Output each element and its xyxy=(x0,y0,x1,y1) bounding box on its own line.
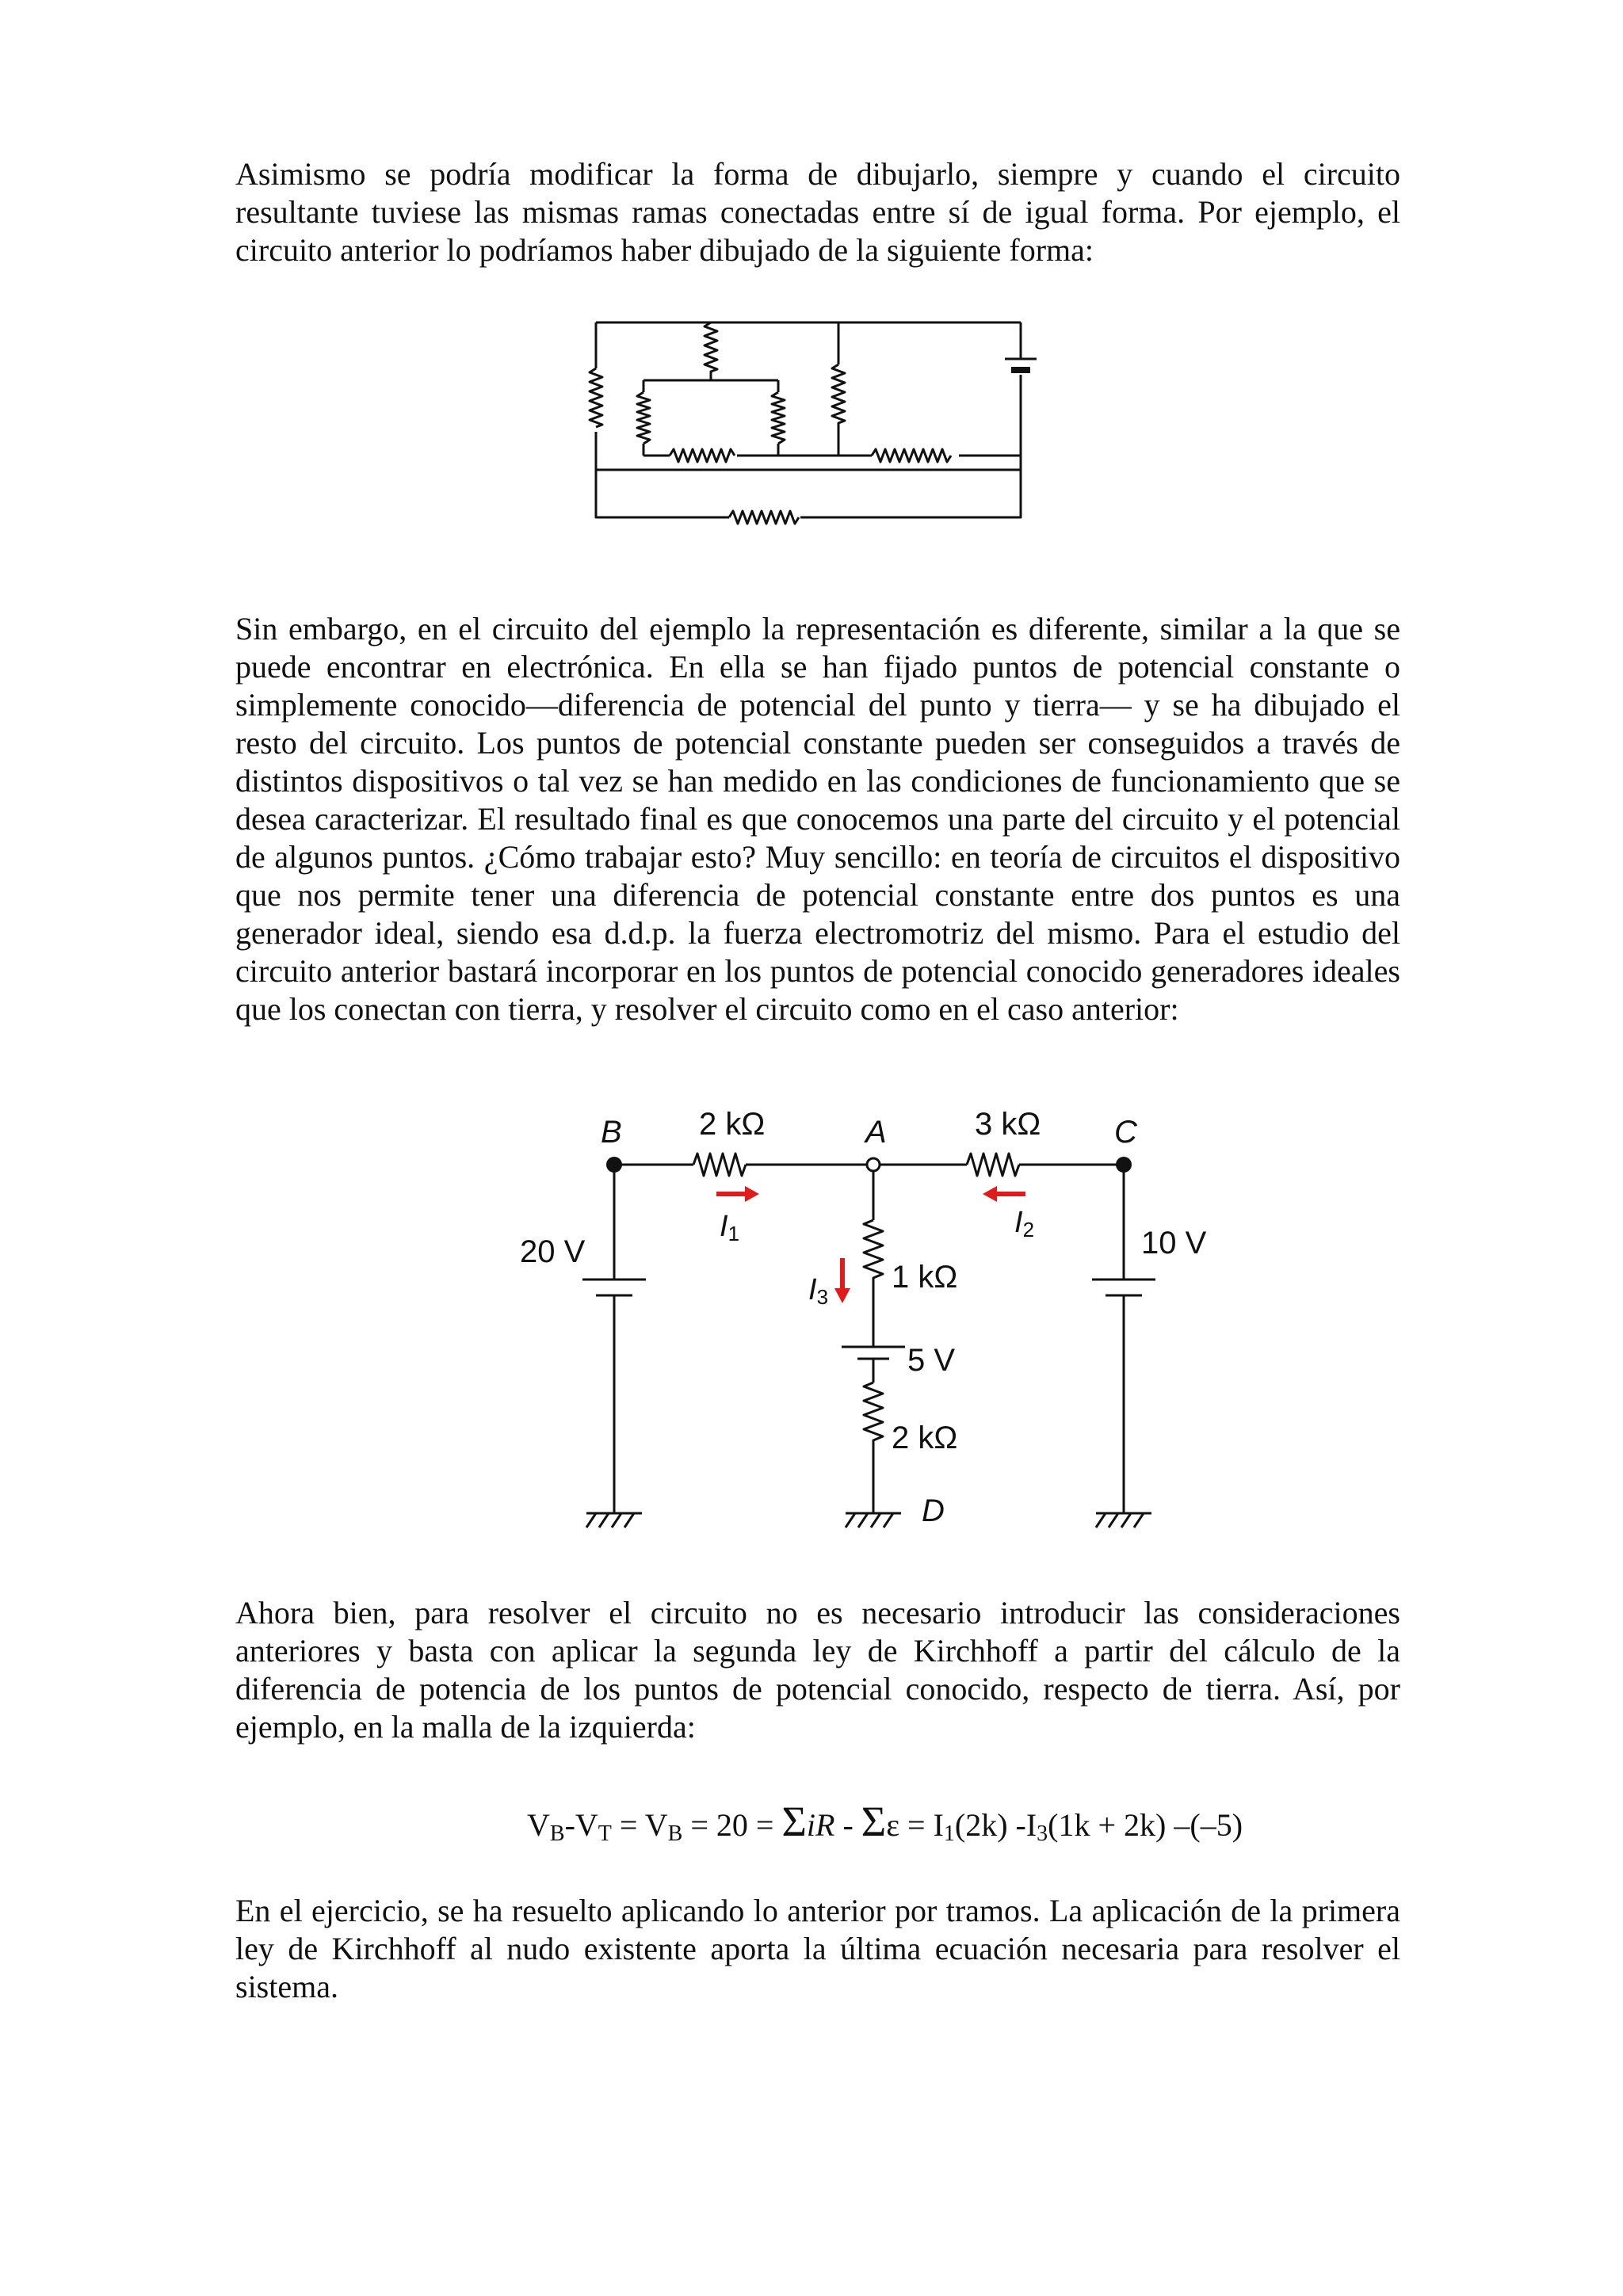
label-r-a-top: 1 kΩ xyxy=(892,1260,958,1295)
battery-icon-10v xyxy=(1092,1280,1155,1295)
resistor-2k-top xyxy=(693,1154,746,1176)
label-node-c: C xyxy=(1114,1115,1137,1150)
battery-icon-20v xyxy=(582,1280,646,1295)
label-current-3: I3 xyxy=(808,1273,829,1309)
label-emf-c: 10 V xyxy=(1141,1226,1207,1261)
wire-bottom-loop xyxy=(596,470,1021,517)
node-circle-a xyxy=(867,1158,880,1171)
label-r-ba: 2 kΩ xyxy=(699,1107,766,1142)
resistor-left xyxy=(590,368,602,427)
label-emf-a: 5 V xyxy=(907,1343,956,1378)
label-current-1: I1 xyxy=(720,1210,740,1245)
resistor-bottom xyxy=(729,511,799,524)
paragraph-4: En el ejercicio, se ha resuelto aplicando lo anterior por tramos. La aplicación de la primera ley de Kirchhoff al nudo existente aporta la última ecuación necesaria para resolver el sistema. xyxy=(235,1893,1400,2004)
resistor-inner-left xyxy=(637,392,650,444)
ground-icon-left xyxy=(586,1513,642,1527)
label-node-d: D xyxy=(922,1493,945,1528)
ground-icon-right xyxy=(1096,1513,1151,1527)
paragraph-1: Asimismo se podría modificar la forma de dibujarlo, siempre y cuando el circuito resultante tuviese las mismas ramas conectadas entre sí de igual forma. Por ejemplo, el circuito anterior lo podríamos haber dibujado de la siguiente forma: xyxy=(235,156,1400,268)
ground-icon-middle xyxy=(846,1513,901,1527)
resistor-mid-right xyxy=(832,364,845,456)
resistor-3k-top xyxy=(967,1154,1019,1176)
label-node-b: B xyxy=(601,1115,622,1150)
resistor-inner-bottom xyxy=(670,449,735,462)
equation-kirchhoff: $V_B-V_T = V_B = 20 = \Sigma iR - \Sigma\varepsilon = I_1(2k) -I_3(1k + 2k)$ –(–5) xyxy=(527,1798,1243,1846)
arrow-icon-i1 xyxy=(716,1186,759,1202)
circuit-diagram-1 xyxy=(586,313,1030,535)
label-r-ac: 3 kΩ xyxy=(975,1107,1041,1142)
resistor-inner-right xyxy=(772,392,785,444)
resistor-top xyxy=(705,322,717,380)
arrow-icon-i3 xyxy=(834,1258,850,1303)
paragraph-2: Sin embargo, en el circuito del ejemplo la representación es diferente, similar a la que se puede encontrar en electrónica. En ella se han fijado puntos de potencial constante o simplemente conocido—diferencia de potencial del punto y tierra— y se ha dibujado el resto del circuito. Los puntos de potencial constante pueden ser conseguidos a través de distintos dispositivos o tal vez se han medido en las condiciones de funcionamiento que se desea caracterizar. El resultado final es que conocemos una parte del circuito y el potencial de algunos puntos. ¿Cómo trabajar esto? Muy sencillo: en teoría de circuitos el dispositivo que nos permite tener una diferencia de potencial constante entre dos puntos es una generador ideal, siendo esa d.d.p. la fuerza electromotriz del mismo. Para el estudio del circuito anterior bastará incorporar en los puntos de potencial conocido generadores ideales que los conectan con tierra, y resolver el circuito como en el caso anterior: xyxy=(235,611,1400,1027)
resistor-right-bottom xyxy=(872,449,951,462)
arrow-icon-i2 xyxy=(983,1186,1025,1202)
paragraph-3: Ahora bien, para resolver el circuito no es necesario introducir las consideraciones anteriores y basta con aplicar la segunda ley de Kirchhoff a partir del cálculo de la diferencia de potencia de los puntos de potencial conocido, respecto de tierra. Así, por ejemplo, en la malla de la izquierda: xyxy=(235,1595,1400,1745)
battery-icon-5v xyxy=(842,1347,905,1359)
label-current-2: I2 xyxy=(1014,1206,1035,1241)
label-node-a: A xyxy=(865,1115,887,1150)
label-r-a-bottom: 2 kΩ xyxy=(892,1421,958,1455)
circuit-diagram-2 xyxy=(507,1093,1207,1553)
node-dot-b xyxy=(606,1157,622,1173)
label-emf-b: 20 V xyxy=(520,1234,586,1269)
resistor-2k-bottom xyxy=(864,1383,883,1513)
battery-icon xyxy=(1005,359,1037,370)
node-dot-c xyxy=(1116,1157,1132,1173)
resistor-1k xyxy=(864,1220,883,1347)
